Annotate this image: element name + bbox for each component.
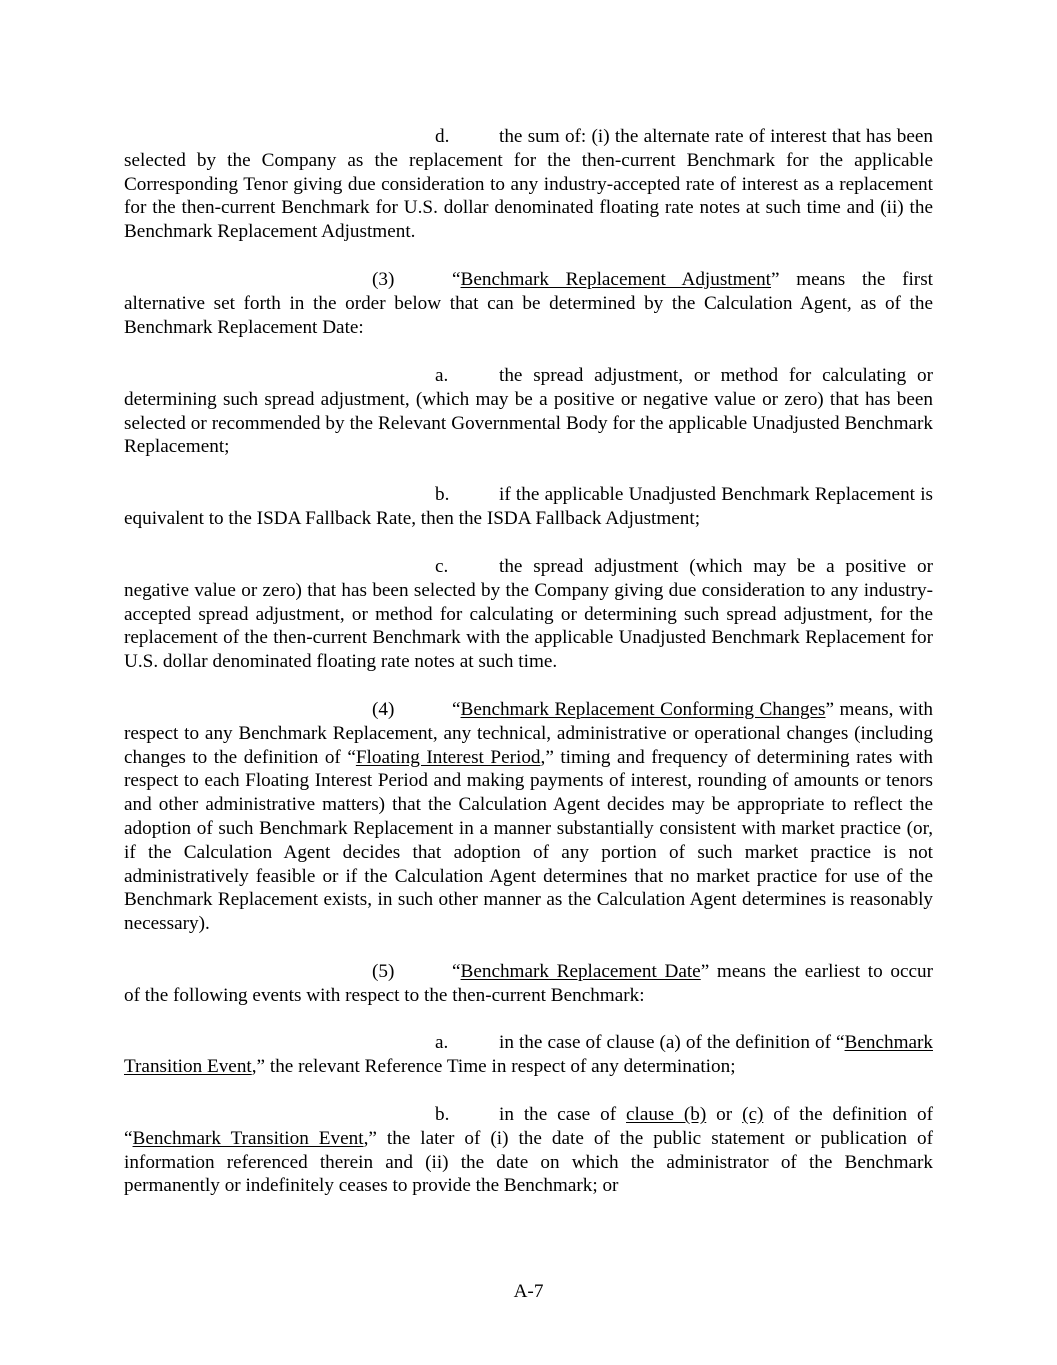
item-marker: c. <box>435 556 449 577</box>
paragraph-text: ” means the first alternative set forth in the order below that can be determined by the Calculation Agent, as of the Benchmark Replacement Date: <box>124 269 933 338</box>
open-quote: “ <box>452 269 461 290</box>
paragraph-text: in the case of <box>499 1104 627 1125</box>
paragraph-text: the sum of: (i) the alternate rate of interest that has been selected by the Company as the replacement for the then-current Benchmark for the applicable Corresponding Tenor giving due consideration to any industry-accepted rate of interest as a replacement for the then-current Benchmark for U.S. dollar denominated floating rate notes at such time and (ii) the Benchmark Replacement Adjustment. <box>124 126 933 243</box>
definition-benchmark-replacement-date <box>124 960 933 1008</box>
paragraph-text: ,” timing and frequency of determining rates with respect to each Floating Interest Period and making payments of interest, rounding of amounts or tenors and other administrative matters) that the Calculation Agent decides may be appropriate to reflect the adoption of such Benchmark Replacement in a manner substantially consistent with market practice (or, if the Calculation Agent decides that adoption of any portion of such market practice is not administratively feasible or if the Calculation Agent determines that no market practice for use of the Benchmark Replacement exists, in such other manner as the Calculation Agent determines is reasonably necessary). <box>124 746 934 935</box>
item-marker: a. <box>435 365 449 386</box>
open-quote: “ <box>452 699 461 720</box>
paragraph-text: ,” the later of (i) the date of the public statement or publication of information referenced therein and (ii) the date on which the administrator of the Benchmark permanently or indefinitely ceases to provide the Benchmark; or <box>124 1127 933 1197</box>
defined-term: Benchmark Replacement Adjustment <box>460 269 772 290</box>
paragraph-3a <box>124 364 933 459</box>
paragraph-text: the spread adjustment (which may be a positive or negative value or zero) that has been selected by the Company giving due consideration to any industry-accepted spread adjustment, or method for calculating or determining such spread adjustment, for the replacement of the then-current Benchmark with the applicable Unadjusted Benchmark Replacement for U.S. dollar denominated floating rate notes at such time. <box>124 556 933 673</box>
definition-benchmark-replacement-conforming-changes <box>124 698 933 936</box>
paragraph-text: ,” the relevant Reference Time in respect of any determination; <box>251 1055 736 1077</box>
defined-term: Benchmark Replacement Date <box>460 961 701 982</box>
paragraph-3b <box>124 483 933 531</box>
page-number: A-7 <box>513 1281 544 1302</box>
referenced-term: Floating Interest Period <box>355 746 541 768</box>
item-marker: b. <box>435 1104 450 1125</box>
paragraph-text: the spread adjustment, or method for calculating or determining such spread adjustment, (which may be a positive or negative value or zero) that has been selected or recommended by the Relevant Governmental Body for the applicable Unadjusted Benchmark Replacement; <box>124 365 933 458</box>
section-marker: (4) <box>372 699 395 720</box>
paragraph-5b <box>124 1103 933 1198</box>
defined-term: Benchmark Replacement Conforming Changes <box>460 699 826 720</box>
paragraph-text: ” means, with respect to any Benchmark Replacement, any technical, administrative or operational changes (including changes to the definition of “ <box>124 699 933 768</box>
paragraph-text: or <box>706 1104 743 1125</box>
paragraph-text: of the definition of “ <box>124 1104 934 1149</box>
paragraph-text: ” means the earliest to occur of the following events with respect to the then-current Benchmark: <box>124 961 933 1006</box>
section-marker: (3) <box>372 269 395 290</box>
definition-benchmark-replacement-adjustment <box>124 268 933 339</box>
section-marker: (5) <box>372 961 395 982</box>
item-marker: d. <box>435 126 450 147</box>
item-marker: b. <box>435 484 450 505</box>
referenced-term: Benchmark Transition Event <box>132 1127 364 1149</box>
paragraph-d <box>124 125 933 244</box>
paragraph-5a <box>124 1031 933 1079</box>
paragraph-text: in the case of clause (a) of the definition of “ <box>499 1032 845 1053</box>
clause-reference: (c) <box>742 1104 764 1125</box>
open-quote: “ <box>452 961 461 982</box>
item-marker: a. <box>435 1032 449 1053</box>
clause-reference: clause (b) <box>626 1104 707 1125</box>
paragraph-text: if the applicable Unadjusted Benchmark Replacement is equivalent to the ISDA Fallback Rate, then the ISDA Fallback Adjustment; <box>124 484 933 529</box>
referenced-term: Benchmark Transition Event <box>124 1032 933 1077</box>
paragraph-3c <box>124 555 933 674</box>
